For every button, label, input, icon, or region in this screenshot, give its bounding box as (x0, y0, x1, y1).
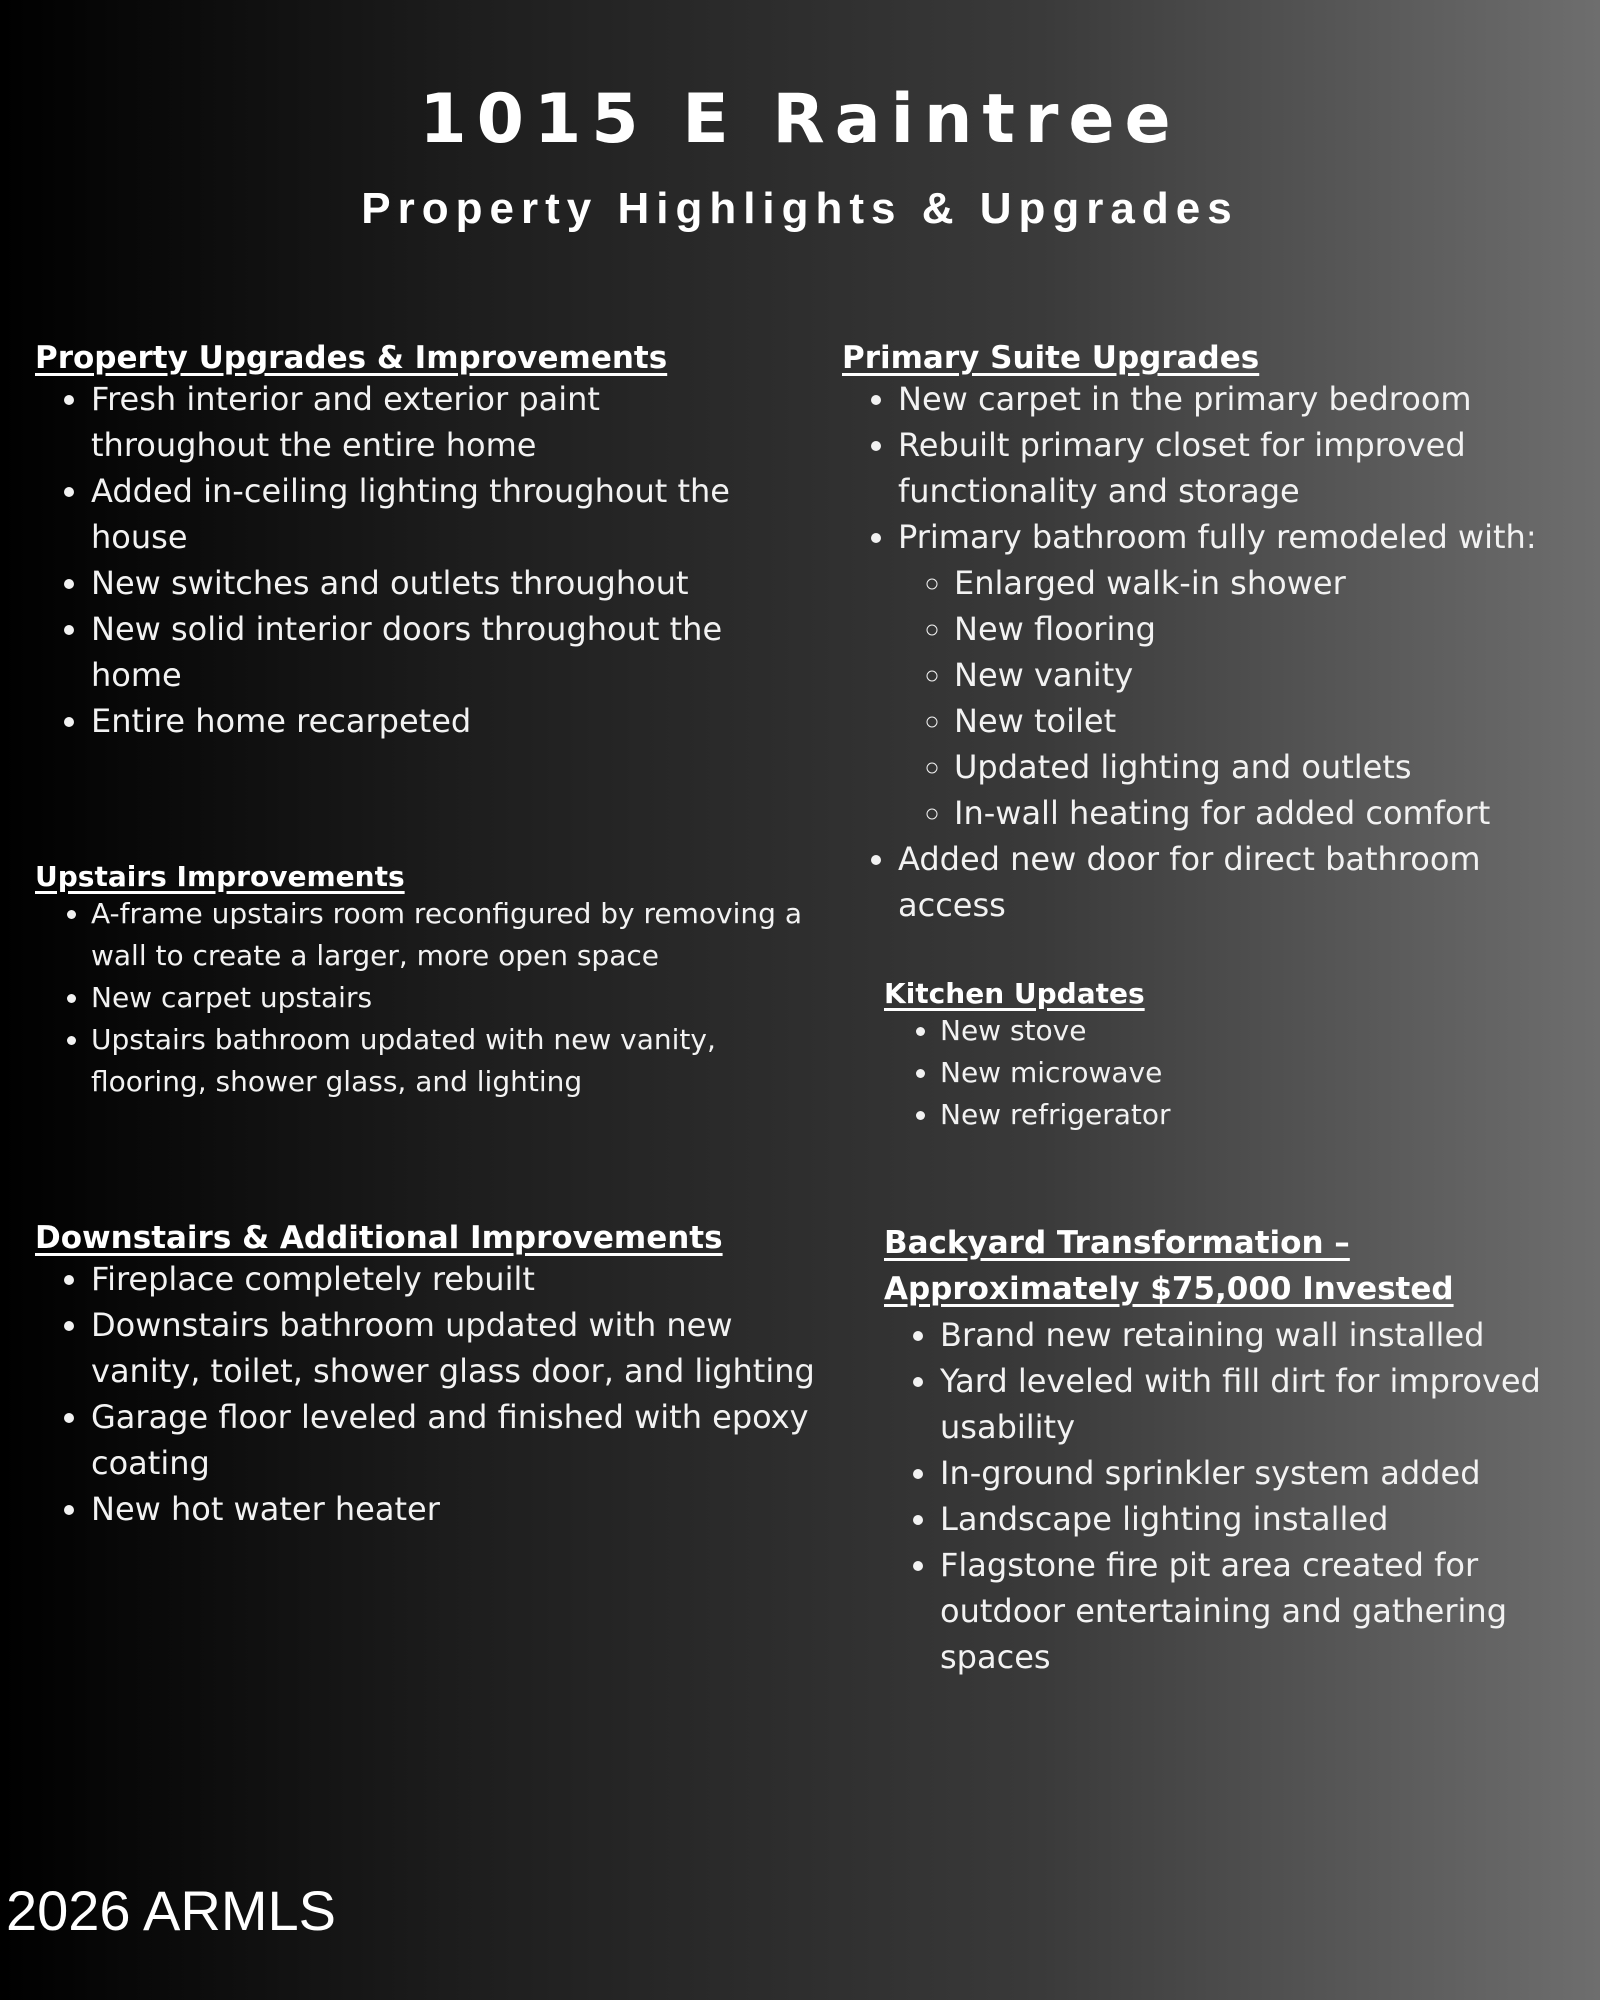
list-item-text: Primary bathroom fully remodeled with: (898, 518, 1537, 556)
list-item: • New microwave (940, 1052, 1484, 1094)
bullet-list (35, 1256, 835, 1532)
section-property-upgrades (35, 340, 775, 744)
section-heading: Downstairs & Additional Improvements (35, 1220, 723, 1256)
list-item: • Added new door for direct bathroom access (898, 836, 1582, 928)
list-item: • A-frame upstairs room reconfigured by removing a wall to create a larger, more open space (91, 893, 825, 977)
section-heading: Kitchen Updates (884, 977, 1145, 1010)
list-item: • New hot water heater (91, 1486, 835, 1532)
list-item: • New carpet in the primary bedroom (898, 376, 1582, 422)
list-item: • New switches and outlets throughout (91, 560, 775, 606)
page-title: 1015 E Raintree (419, 80, 1181, 159)
sub-list-item: ◦ Enlarged walk-in shower (954, 560, 1582, 606)
bullet-list (842, 376, 1582, 928)
sub-list-item: ◦ Updated lighting and outlets (954, 744, 1582, 790)
list-item: • Downstairs bathroom updated with new vanity, toilet, shower glass door, and lighting (91, 1302, 835, 1394)
list-item: • Garage floor leveled and finished with epoxy coating (91, 1394, 835, 1486)
section-upstairs (35, 860, 825, 1103)
list-item (898, 514, 1582, 836)
list-item: • Added in-ceiling lighting throughout the house (91, 468, 775, 560)
list-item: • Fresh interior and exterior paint throughout the entire home (91, 376, 775, 468)
bullet-list (35, 893, 825, 1103)
list-item: • Entire home recarpeted (91, 698, 775, 744)
list-item: • Brand new retaining wall installed (940, 1312, 1584, 1358)
section-primary-suite (842, 340, 1582, 928)
sub-bullet-list (898, 560, 1582, 836)
section-downstairs (35, 1220, 835, 1532)
footer-copyright: 2026 ARMLS (6, 1879, 336, 1942)
list-item: • New carpet upstairs (91, 977, 825, 1019)
list-item: • In-ground sprinkler system added (940, 1450, 1584, 1496)
sub-list-item: ◦ New flooring (954, 606, 1582, 652)
list-item: • New refrigerator (940, 1094, 1484, 1136)
list-item: • New solid interior doors throughout the home (91, 606, 775, 698)
page-subtitle: Property Highlights & Upgrades (361, 184, 1239, 233)
bullet-list (884, 1010, 1484, 1136)
list-item: • Yard leveled with fill dirt for improved usability (940, 1358, 1584, 1450)
section-heading: Backyard Transformation – Approximately $75,000 Invested (884, 1225, 1454, 1307)
section-backyard (884, 1220, 1584, 1680)
list-item: • New stove (940, 1010, 1484, 1052)
list-item: • Upstairs bathroom updated with new vanity, flooring, shower glass, and lighting (91, 1019, 825, 1103)
section-heading: Primary Suite Upgrades (842, 340, 1260, 376)
section-kitchen (884, 977, 1484, 1136)
bullet-list (35, 376, 775, 744)
list-item: • Flagstone fire pit area created for outdoor entertaining and gathering spaces (940, 1542, 1584, 1680)
sub-list-item: ◦ In-wall heating for added comfort (954, 790, 1582, 836)
list-item: • Landscape lighting installed (940, 1496, 1584, 1542)
bullet-list (884, 1312, 1584, 1680)
list-item: • Fireplace completely rebuilt (91, 1256, 835, 1302)
sub-list-item: ◦ New vanity (954, 652, 1582, 698)
sub-list-item: ◦ New toilet (954, 698, 1582, 744)
list-item: • Rebuilt primary closet for improved functionality and storage (898, 422, 1582, 514)
section-heading: Property Upgrades & Improvements (35, 340, 668, 376)
section-heading: Upstairs Improvements (35, 860, 405, 893)
